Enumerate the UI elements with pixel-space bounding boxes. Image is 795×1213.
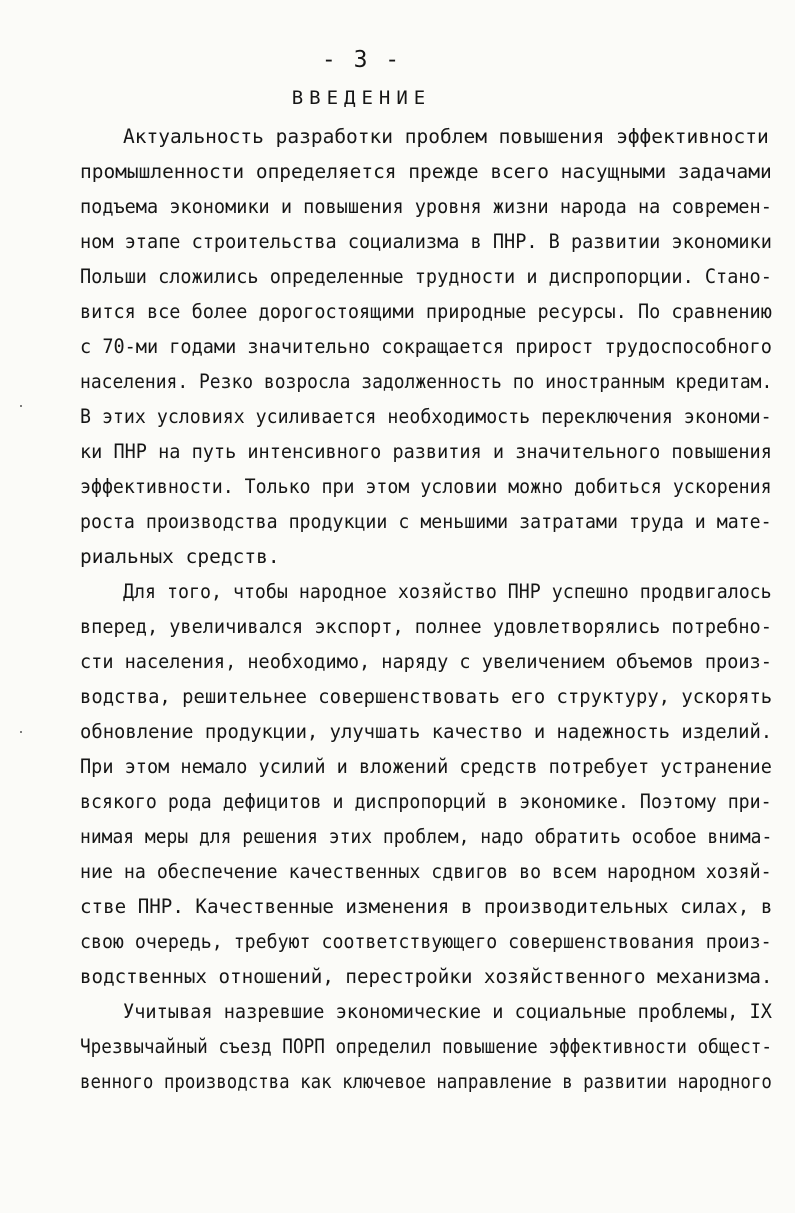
- text-line: венного производства как ключевое направление в развитии народного: [80, 1070, 772, 1093]
- scan-speck: [20, 405, 22, 407]
- text-line: Чрезвычайный съезд ПОРП определил повышение эффективности общест-: [80, 1035, 773, 1058]
- text-line: риальных средств.: [80, 545, 280, 568]
- text-line: роста производства продукции с меньшими затратами труда и мате-: [80, 510, 772, 533]
- text-line: ние на обеспечение качественных сдвигов во всем народном хозяй-: [80, 860, 772, 883]
- text-line: водственных отношений, перестройки хозяйственного механизма.: [80, 965, 773, 988]
- scan-speck: [20, 731, 22, 733]
- text-line: обновление продукции, улучшать качество и надежность изделий.: [80, 720, 773, 743]
- text-line: Учитывая назревшие экономические и социальные проблемы, IX: [123, 1000, 772, 1023]
- text-line: ном этапе строительства социализма в ПНР. В развитии экономики: [80, 230, 772, 253]
- text-line: эффективности. Только при этом условии можно добиться ускорения: [80, 475, 772, 498]
- text-line: стве ПНР. Качественные изменения в производительных силах, в: [80, 895, 773, 918]
- section-heading: ВВЕДЕНИЕ: [291, 87, 432, 109]
- text-line: с 70-ми годами значительно сокращается прирост трудоспособного: [80, 335, 772, 358]
- text-line: вперед, увеличивался экспорт, полнее удовлетворялись потребно-: [80, 615, 772, 638]
- text-line: всякого рода дефицитов и диспропорций в экономике. Поэтому при-: [80, 790, 772, 813]
- text-line: В этих условиях усиливается необходимость переключения экономи-: [80, 405, 772, 428]
- text-line: Актуальность разработки проблем повышения эффективности: [123, 125, 769, 148]
- text-line: нимая меры для решения этих проблем, надо обратить особое внима-: [80, 825, 773, 848]
- text-line: сти населения, необходимо, наряду с увеличением объемов произ-: [80, 650, 772, 673]
- text-line: При этом немало усилий и вложений средств потребует устранение: [80, 755, 772, 778]
- text-line: водства, решительнее совершенствовать его структуру, ускорять: [80, 685, 773, 708]
- text-line: Для того, чтобы народное хозяйство ПНР успешно продвигалось: [123, 580, 772, 603]
- text-line: населения. Резко возросла задолженность по иностранным кредитам.: [80, 370, 773, 393]
- text-line: подъема экономики и повышения уровня жизни народа на современ-: [80, 195, 772, 218]
- text-line: вится все более дорогостоящими природные ресурсы. По сравнению: [80, 300, 772, 323]
- text-line: промышленности определяется прежде всего насущными задачами: [80, 160, 772, 183]
- text-line: Польши сложились определенные трудности и диспропорции. Стано-: [80, 265, 772, 288]
- page-number: - 3 -: [321, 47, 402, 73]
- text-line: свою очередь, требуют соответствующего совершенствования произ-: [80, 930, 772, 953]
- text-line: ки ПНР на путь интенсивного развития и значительного повышения: [80, 440, 772, 463]
